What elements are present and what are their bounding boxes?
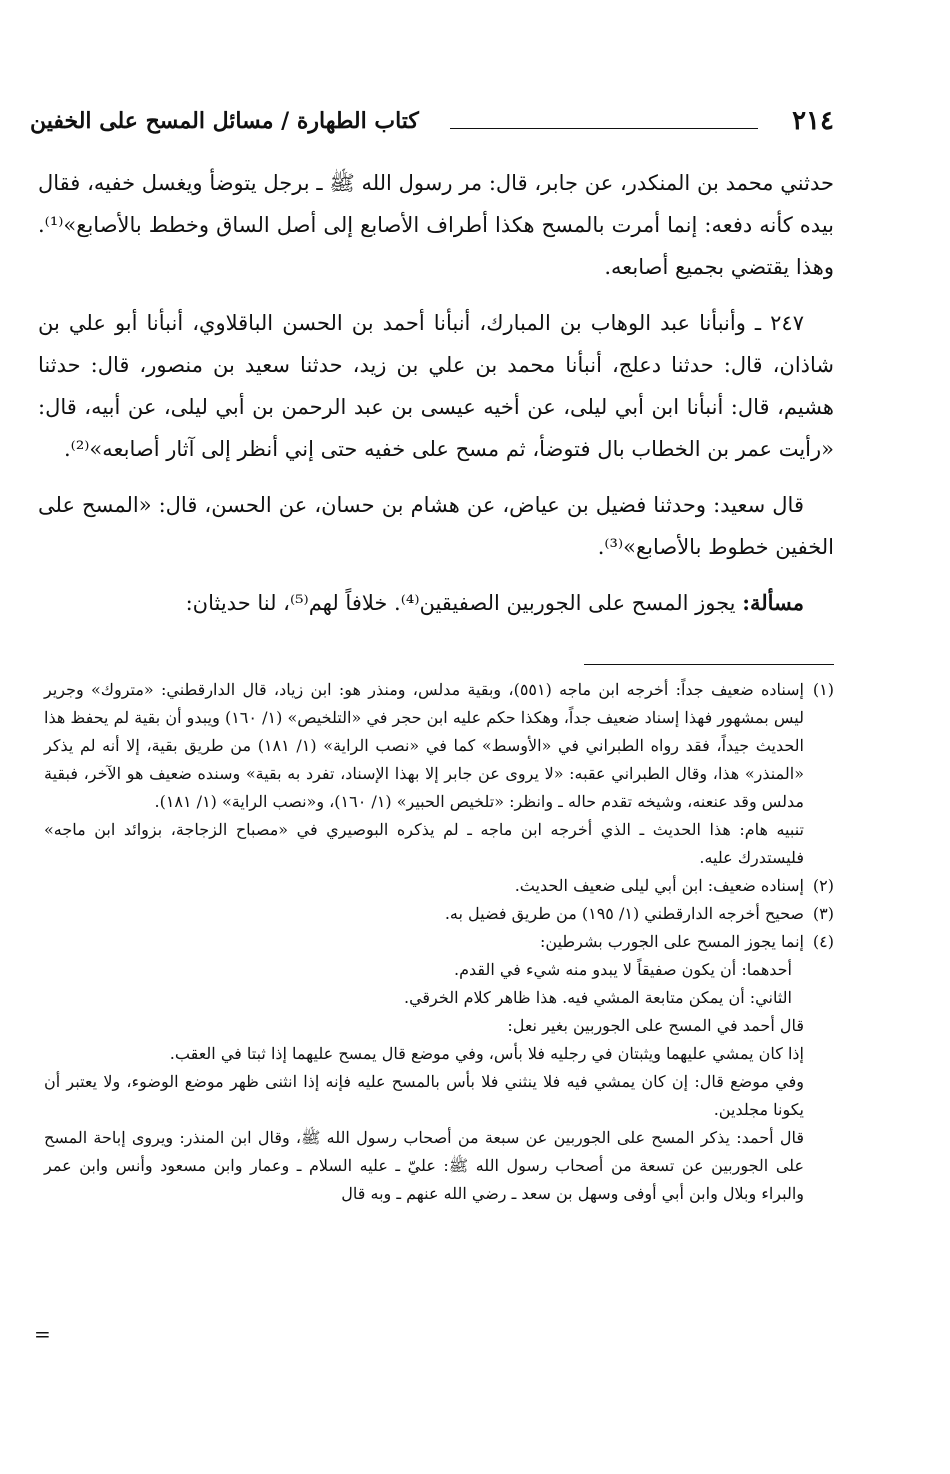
footnote-text: إسناده ضعيف: ابن أبي ليلى ضعيف الحديث. <box>514 876 804 895</box>
paragraph-hadith-continuation: حدثني محمد بن المنكدر، عن جابر، قال: مر رسول الله ﷺ ـ برجل يتوضأ ويغسل خفيه، فقال بيده كأنه دفعه: إنما أمرت بالمسح هكذا أطراف الأصابع إلى أصل الساق وخطط بالأصابع»⁽¹⁾. وهذا يقتضي بجميع أصابعه. <box>38 171 834 279</box>
footnote-text: إنما يجوز المسح على الجورب بشرطين: <box>540 932 804 951</box>
paragraph-hadith-247: ٢٤٧ ـ وأنبأنا عبد الوهاب بن المبارك، أنبأنا أحمد بن الحسن الباقلاوي، أنبأنا أبو علي بن شاذان، قال: حدثنا دعلج، أنبأنا محمد بن علي بن زيد، حدثنا سعيد بن منصور، قال: حدثنا هشيم، قال: أنبأنا ابن أبي ليلى، عن أخيه عيسى بن عبد الرحمن بن أبي ليلى، عن أبيه، قال: «رأيت عمر بن الخطاب بال فتوضأ، ثم مسح على خفيه حتى إني أنظر إلى آثار أصابعه»⁽²⁾. <box>38 311 834 461</box>
footnote-4 <box>44 928 834 1208</box>
footnote-number: (٣) <box>812 904 834 923</box>
paragraph-issue <box>38 582 834 624</box>
footnote-separator <box>584 664 834 665</box>
issue-label: مسألة: <box>742 590 804 615</box>
footnote-number: (٤) <box>812 932 834 951</box>
footnote-line: أحدهما: أن يكون صفيقاً لا يبدو منه شيء في القدم. <box>454 960 792 979</box>
header-rule <box>450 128 758 129</box>
main-text <box>38 162 834 638</box>
paragraph-said-narration: قال سعيد: وحدثنا فضيل بن عياض، عن هشام بن حسان، عن الحسن، قال: «المسح على الخفين خطوط بالأصابع»⁽³⁾. <box>38 493 834 559</box>
continuation-mark: = <box>34 1322 51 1346</box>
footnote-number: (٢) <box>812 876 834 895</box>
page-number: ٢١٤ <box>792 106 834 136</box>
footnote-number: (١) <box>812 680 834 699</box>
footnote-3 <box>44 900 834 928</box>
footnote-line: قال أحمد: يذكر المسح على الجوربين عن سبعة من أصحاب رسول الله ﷺ، وقال ابن المنذر: ويروى إباحة المسح على الجوربين عن تسعة من أصحاب رسول الله ﷺ: عليّ ـ عليه السلام ـ وعمار وابن مسعود وأنس وابن عمر والبراء وبلال وابن أبي أوفى وسهل بن سعد ـ رضي الله عنهم ـ وبه قال <box>44 1128 804 1203</box>
running-title: كتاب الطهارة / مسائل المسح على الخفين <box>30 108 419 134</box>
footnote-note: تنبيه هام: هذا الحديث ـ الذي أخرجه ابن ماجه ـ لم يذكره البوصيري في «مصباح الزجاجة، بزوائد ابن ماجه» فليستدرك عليه. <box>44 820 804 867</box>
footnotes <box>44 676 834 1208</box>
issue-text: يجوز المسح على الجوربين الصفيقين⁽⁴⁾. خلافاً لهم⁽⁵⁾، لنا حديثان: <box>185 591 736 615</box>
footnote-line: وفي موضع قال: إن كان يمشي فيه فلا ينثني فلا بأس بالمسح عليه فإنه إذا انثنى ظهر موضع الوضوء، ولا يعتبر أن يكونا مجلدين. <box>44 1072 804 1119</box>
footnote-line: قال أحمد في المسح على الجوربين بغير نعل: <box>507 1016 804 1035</box>
running-header <box>30 102 834 142</box>
footnote-line: الثاني: أن يمكن متابعة المشي فيه. هذا ظاهر كلام الخرقي. <box>403 988 792 1007</box>
footnote-1 <box>44 676 834 872</box>
footnote-2 <box>44 872 834 900</box>
footnote-text: صحيح أخرجه الدارقطني (١/ ١٩٥) من طريق فضيل به. <box>444 904 804 923</box>
footnote-line: إذا كان يمشي عليهما ويثبتان في رجليه فلا بأس، وفي موضع قال يمسح عليهما إذا ثبتا في العقب. <box>169 1044 804 1063</box>
footnote-text: إسناده ضعيف جداً: أخرجه ابن ماجه (٥٥١)، وبقية مدلس، ومنذر هو: ابن زياد، قال الدارقطني: «متروك» وجرير ليس بمشهور فهذا إسناد ضعيف جداً، وهكذا حكم عليه ابن حجر في «التلخيص» (١/ ١٦٠) ويبدو أن بقية لم يحفظ هذا الحديث جيداً، فقد رواه الطبراني في «الأوسط» كما في «نصب الراية» (١/ ١٨١) من طريق بقية، إلا أنه لم يذكر «المنذر» هذا، وقال الطبراني عقبه: «لا يروى عن جابر إلا بهذا الإسناد، تفرد به بقية» وسنده ضعيف هو الآخر، فبقية مدلس وقد عنعنه، وشيخه تقدم حاله ـ وانظر: «تلخيص الحبير» (١/ ١٦٠)، و«نصب الراية» (١/ ١٨١). <box>44 680 805 811</box>
